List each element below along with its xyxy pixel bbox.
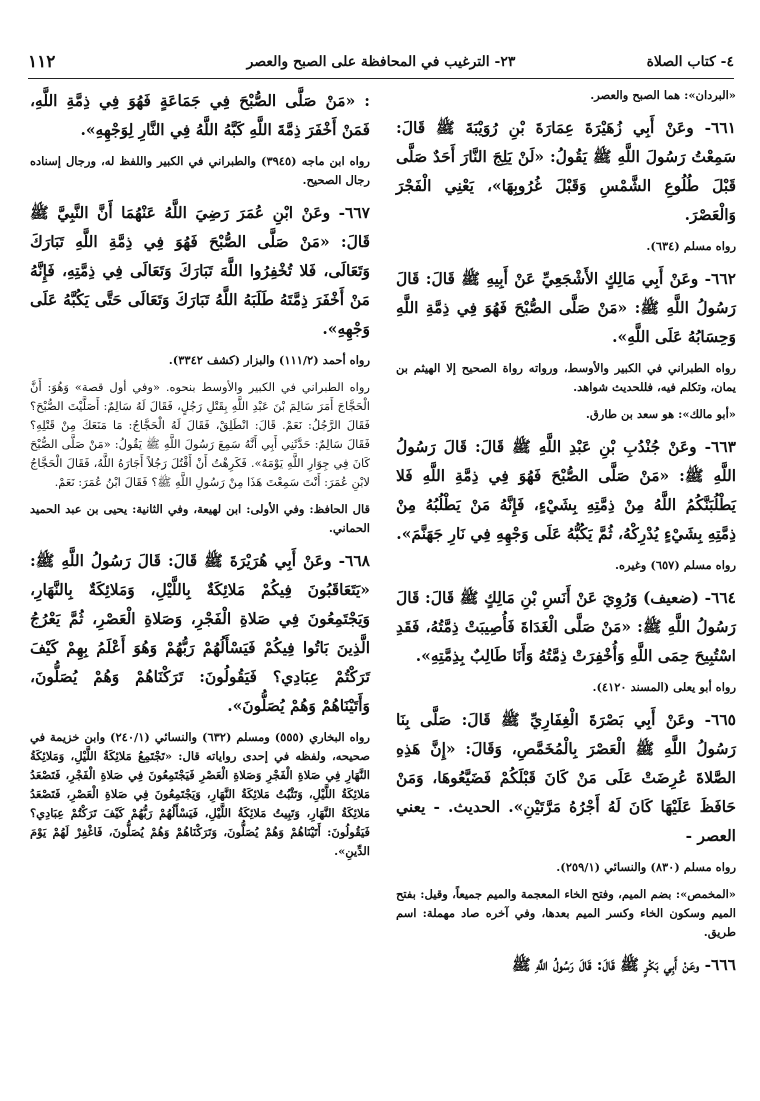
running-header <box>28 52 734 79</box>
hadith-663: ٦٦٣- وعَنْ جُنْدُبِ بْنِ عَبْدِ اللَّهِ ﷺ قَالَ: قَالَ رَسُولُ اللَّهِ ﷺ: «مَنْ صَلَّى الصُّبْحَ فَهُوَ فِي ذِمَّةِ اللَّهِ فَلا يَطْلُبَنَّكُمُ اللَّهُ مِنْ ذِمَّتِهِ بِشَيْءٍ، فَإِنَّهُ مَنْ يَطْلُبُهُ مِنْ ذِمَّتِهِ بِشَيْءٍ يُدْرِكْهُ، ثُمَّ يَكُبُّهُ عَلَى وَجْهِهِ فِي نَارِ جَهَنَّمَ». <box>396 437 736 543</box>
hadith-662: ٦٦٢- وعَنْ أَبِي مَالِكٍ الأَشْجَعِيِّ عَنْ أَبِيهِ ﷺ قَالَ: قَالَ رَسُولُ اللَّهِ ﷺ: «مَنْ صَلَّى الصُّبْحَ فَهُوَ فِي ذِمَّةِ اللَّهِ وَحِسَابُهُ عَلَى اللَّهِ». <box>396 269 736 346</box>
chapter-title: ٤- كتاب الصلاة <box>646 54 734 70</box>
source-citation: رواه الطبراني في الكبير والأوسط، ورواته رواة الصحيح إلا الهيثم بن يمان، وتكلم فيه، فللحديث شواهد. <box>396 361 736 394</box>
hadith-661: ٦٦١- وعَنْ أَبِي زُهَيْرَةَ عِمَارَةَ بْنِ رُوَيْبَةَ ﷺ قَالَ: سَمِعْتُ رَسُولَ اللَّهِ ﷺ يَقُولُ: «لَنْ يَلِجَ النَّارَ أَحَدٌ صَلَّى قَبْلَ طُلُوعِ الشَّمْسِ وَقَبْلَ غُرُوبِهَا»، يَعْنِي الْفَجْرَ وَالْعَصْرَ. <box>396 118 736 224</box>
source-citation: رواه مسلم (٦٣٤). <box>646 239 736 253</box>
gloss-note: «البردان»: هما الصبح والعصر. <box>590 88 736 102</box>
source-citation: رواه أحمد (١١١/٢) والبزار (كشف ٣٣٤٢). <box>168 353 370 367</box>
section-title: ٢٣- الترغيب في المحافظة على الصبح والعصر <box>246 54 516 70</box>
gloss-note: «المخمص»: بضم الميم، وفتح الخاء المعجمة والميم جميعاً، وقيل: بفتح الميم وسكون الخاء وكسر الميم بعدها، وفي آخره صاد مهملة: اسم طريق. <box>396 887 736 939</box>
commentary-note: رواه الطبراني في الكبير والأوسط بنحوه. «وفي أول قصة» وَهُوَ: أَنَّ الْحَجَّاجَ أَمَرَ سَالِمَ بْنَ عَبْدِ اللَّهِ بِقَتْلِ رَجُلٍ، فَقَالَ لَهُ سَالِمٌ: أَصَلَّيْتَ الصُّبْحَ؟ فَقَالَ الرَّجُلُ: نَعَمْ. قَالَ: انْطَلِقْ، فَقَالَ لَهُ الْحَجَّاجُ: مَا مَنَعَكَ مِنْ قَتْلِهِ؟ فَقَالَ سَالِمٌ: حَدَّثَنِي أَبِي أَنَّهُ سَمِعَ رَسُولَ اللَّهِ ﷺ يَقُولُ: «مَنْ صَلَّى الصُّبْحَ كَانَ فِي جِوَارِ اللَّهِ يَوْمَهُ». فَكَرِهْتُ أَنْ أَقْتُلَ رَجُلاً أَجَارَهُ اللَّهُ، فَقَالَ الْحَجَّاجُ لابْنِ عُمَرَ: أَنْتَ سَمِعْتَ هَذَا مِنْ رَسُولِ اللَّهِ ﷺ؟ فَقَالَ ابْنُ عُمَرَ: نَعَمْ. <box>30 380 370 489</box>
left-column <box>30 86 370 1086</box>
source-citation: رواه مسلم (٨٣٠) والنسائي (٢٥٩/١). <box>556 860 736 874</box>
gloss-note: «أبو مالك»: هو سعد بن طارق. <box>585 407 736 421</box>
hadith-667: ٦٦٧- وعَنْ ابْنِ عُمَرَ رَضِيَ اللَّهُ عَنْهُمَا أَنَّ النَّبِيَّ ﷺ قَالَ: «مَنْ صَلَّى الصُّبْحَ فَهُوَ فِي ذِمَّةِ اللَّهِ تَبَارَكَ وَتَعَالَى، فَلا تُخْفِرُوا اللَّهَ تَبَارَكَ وَتَعَالَى فِي ذِمَّتِهِ، فَإِنَّهُ مَنْ أَخْفَرَ ذِمَّتَهُ طَلَبَهُ اللَّهُ تَبَارَكَ وَتَعَالَى حَتَّى يَكُبَّهُ عَلَى وَجْهِهِ». <box>30 203 370 338</box>
hadith-666: ٦٦٦- وعَنْ أَبِي بَكْرٍ ﷺ قَالَ: قَالَ رَسُولُ اللَّهِ ﷺ <box>511 955 736 974</box>
source-citation: رواه مسلم (٦٥٧) وغيره. <box>614 558 736 572</box>
right-column <box>396 86 736 1086</box>
source-citation: رواه ابن ماجه (٣٩٤٥) والطبراني في الكبير واللفظ له، ورجال إسناده رجال الصحيح. <box>30 154 370 187</box>
hadith-668: ٦٦٨- وعَنْ أَبِي هُرَيْرَةَ ﷺ قَالَ: قَالَ رَسُولُ اللَّهِ ﷺ: «يَتَعَاقَبُونَ فِيكُمْ مَلائِكَةٌ بِاللَّيْلِ، وَمَلائِكَةٌ بِالنَّهَارِ، وَيَجْتَمِعُونَ فِي صَلاةِ الْفَجْرِ، وَصَلاةِ الْعَصْرِ، ثُمَّ يَعْرُجُ الَّذِينَ بَاتُوا فِيكُمْ فَيَسْأَلُهُمْ رَبُّهُمْ وَهُوَ أَعْلَمُ بِهِمْ كَيْفَ تَرَكْتُمْ عِبَادِي؟ فَيَقُولُونَ: تَرَكْنَاهُمْ وَهُمْ يُصَلُّونَ، وَأَتَيْنَاهُمْ وَهُمْ يُصَلُّونَ». <box>30 551 370 715</box>
hadith-665: ٦٦٥- وعَنْ أَبِي بَصْرَةَ الْغِفَارِيِّ ﷺ قَالَ: صَلَّى بِنَا رَسُولُ اللَّهِ ﷺ الْعَصْرَ بِالْمُخَمَّصِ، وَقَالَ: «إِنَّ هَذِهِ الصَّلاةَ عُرِضَتْ عَلَى مَنْ كَانَ قَبْلَكُمْ فَضَيَّعُوهَا، وَمَنْ حَافَظَ عَلَيْهَا كَانَ لَهُ أَجْرُهُ مَرَّتَيْنِ». الحديث. - يعني العصر - <box>396 710 736 845</box>
source-citation: رواه البخاري (٥٥٥) ومسلم (٦٣٢) والنسائي (٢٤٠/١) وابن خزيمة في صحيحه، ولفظه في إحدى رواياته قال: «تَجْتَمِعُ مَلائِكَةُ اللَّيْلِ، وَمَلائِكَةُ النَّهَارِ فِي صَلاةِ الْفَجْرِ وَصَلاةِ الْعَصْرِ فَيَجْتَمِعُونَ فِي صَلاةِ الْفَجْرِ، فَتَصْعَدُ مَلائِكَةُ اللَّيْلِ، وَتَثْبُتُ مَلائِكَةُ النَّهَارِ، وَيَجْتَمِعُونَ فِي صَلاةِ الْعَصْرِ، فَتَصْعَدُ مَلائِكَةُ النَّهَارِ، وَتَبِيتُ مَلائِكَةُ اللَّيْلِ، فَيَسْأَلُهُمْ رَبُّهُمْ كَيْفَ تَرَكْتُمْ عِبَادِي؟ فَيَقُولُونَ: أَتَيْنَاهُمْ وَهُمْ يُصَلُّونَ، وَتَرَكْنَاهُمْ وَهُمْ يُصَلُّونَ، فَاغْفِرْ لَهُمْ يَوْمَ الدِّينِ». <box>30 730 370 858</box>
page-number: ١١٢ <box>28 52 56 72</box>
hadith-664: ٦٦٤- (ضعيف) وَرُوِيَ عَنْ أَنَسِ بْنِ مَالِكٍ ﷺ قَالَ: قَالَ رَسُولُ اللَّهِ ﷺ: «مَنْ صَلَّى الْغَدَاةَ فَأُصِيبَتْ ذِمَّتُهُ، فَقَدِ اسْتُبِيحَ حِمَى اللَّهِ وَأُخْفِرَتْ ذِمَّتُهُ وَأَنَا طَالِبٌ بِذِمَّتِهِ». <box>396 588 736 665</box>
hadith-666-continued: : «مَنْ صَلَّى الصُّبْحَ فِي جَمَاعَةٍ فَهُوَ فِي ذِمَّةِ اللَّهِ، فَمَنْ أَخْفَرَ ذِمَّةَ اللَّهِ كَبَّهُ اللَّهُ فِي النَّارِ لِوَجْهِهِ». <box>30 91 370 139</box>
hafiz-note: قال الحافظ: وفي الأولى: ابن لهيعة، وفي الثانية: يحيى بن عبد الحميد الحماني. <box>30 502 370 535</box>
source-citation: رواه أبو يعلى (المسند ٤١٢٠). <box>592 680 736 694</box>
